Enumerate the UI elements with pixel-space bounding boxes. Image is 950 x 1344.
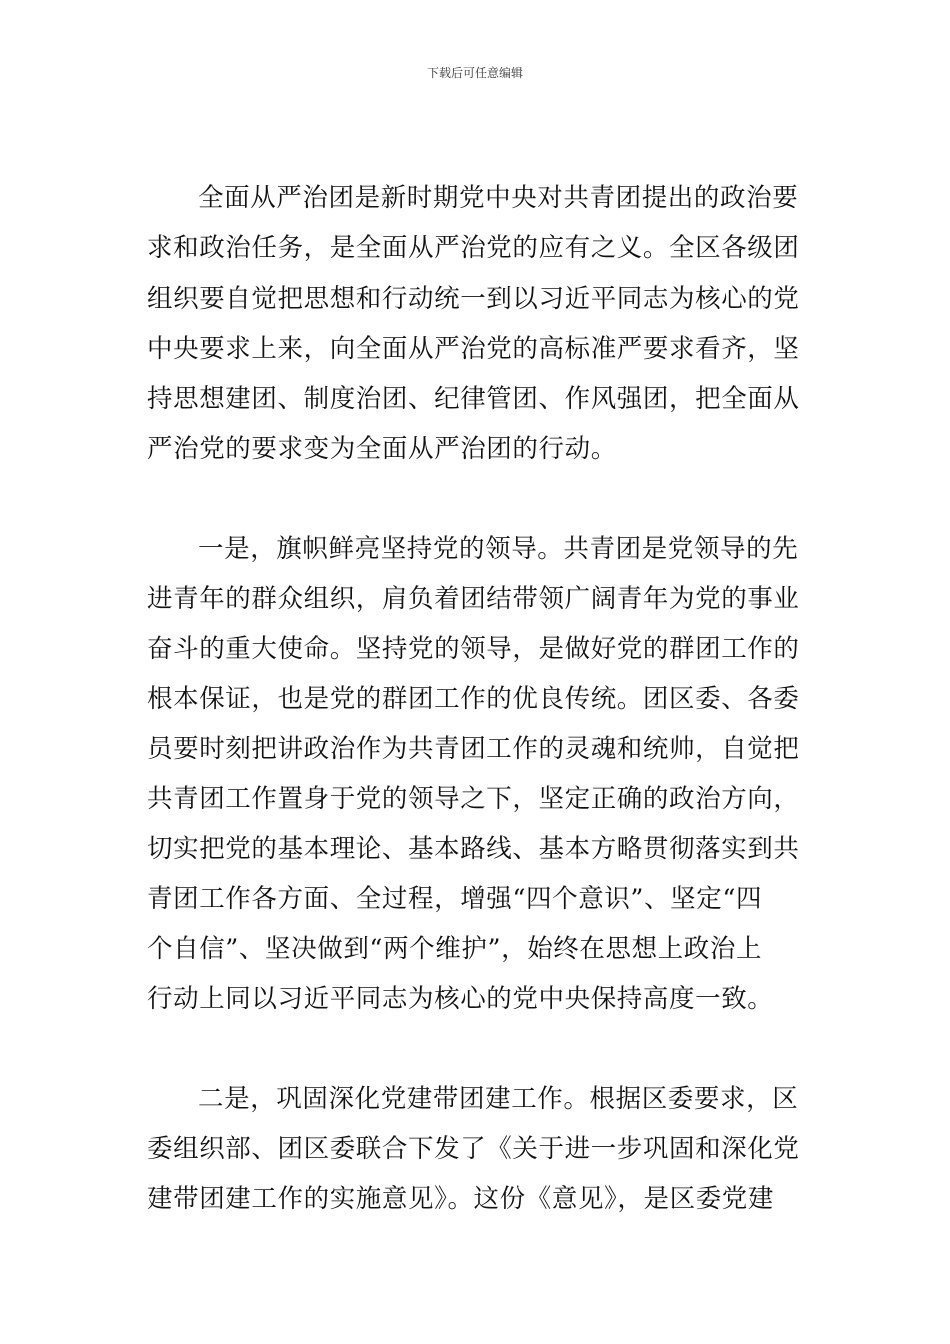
text-line: 一是，旗帜鲜亮坚持党的领导。共青团是党领导的先 — [198, 534, 799, 564]
text-line: 共青团工作置身于党的领导之下，坚定正确的政治方向， — [147, 784, 800, 814]
text-line: 严治党的要求变为全面从严治团的行动。 — [147, 434, 617, 464]
text-line: 切实把党的基本理论、基本路线、基本方略贯彻落实到共 — [147, 834, 800, 864]
text-line: 员要时刻把讲政治作为共青团工作的灵魂和统帅，自觉把 — [147, 734, 800, 764]
text-line: 进青年的群众组织，肩负着团结带领广阔青年为党的事业 — [147, 584, 800, 614]
text-line: 全面从严治团是新时期党中央对共青团提出的政治要 — [198, 183, 799, 213]
text-line: 建带团建工作的实施意见》。这份《意见》，是区委党建 — [147, 1184, 775, 1214]
page-header-note: 下载后可任意编辑 — [426, 66, 523, 80]
text-line: 组织要自觉把思想和行动统一到以习近平同志为核心的党 — [147, 284, 800, 314]
text-line: 根本保证，也是党的群团工作的优良传统。团区委、各委 — [147, 684, 800, 714]
text-line: 中央要求上来，向全面从严治党的高标准严要求看齐，坚 — [147, 334, 800, 364]
text-line: 二是，巩固深化党建带团建工作。根据区委要求，区 — [198, 1084, 799, 1114]
text-line: 持思想建团、制度治团、纪律管团、作风强团，把全面从 — [147, 384, 800, 414]
text-line: 个自信”、坚决做到“两个维护”，始终在思想上政治上 — [147, 934, 763, 964]
text-line: 行动上同以习近平同志为核心的党中央保持高度一致。 — [147, 984, 774, 1014]
text-line: 奋斗的重大使命。坚持党的领导，是做好党的群团工作的 — [147, 634, 800, 664]
text-line: 青团工作各方面、全过程，增强“四个意识”、坚定“四 — [147, 884, 763, 914]
text-line: 委组织部、团区委联合下发了《关于进一步巩固和深化党 — [147, 1134, 800, 1164]
text-line: 求和政治任务，是全面从严治党的应有之义。全区各级团 — [147, 233, 800, 263]
